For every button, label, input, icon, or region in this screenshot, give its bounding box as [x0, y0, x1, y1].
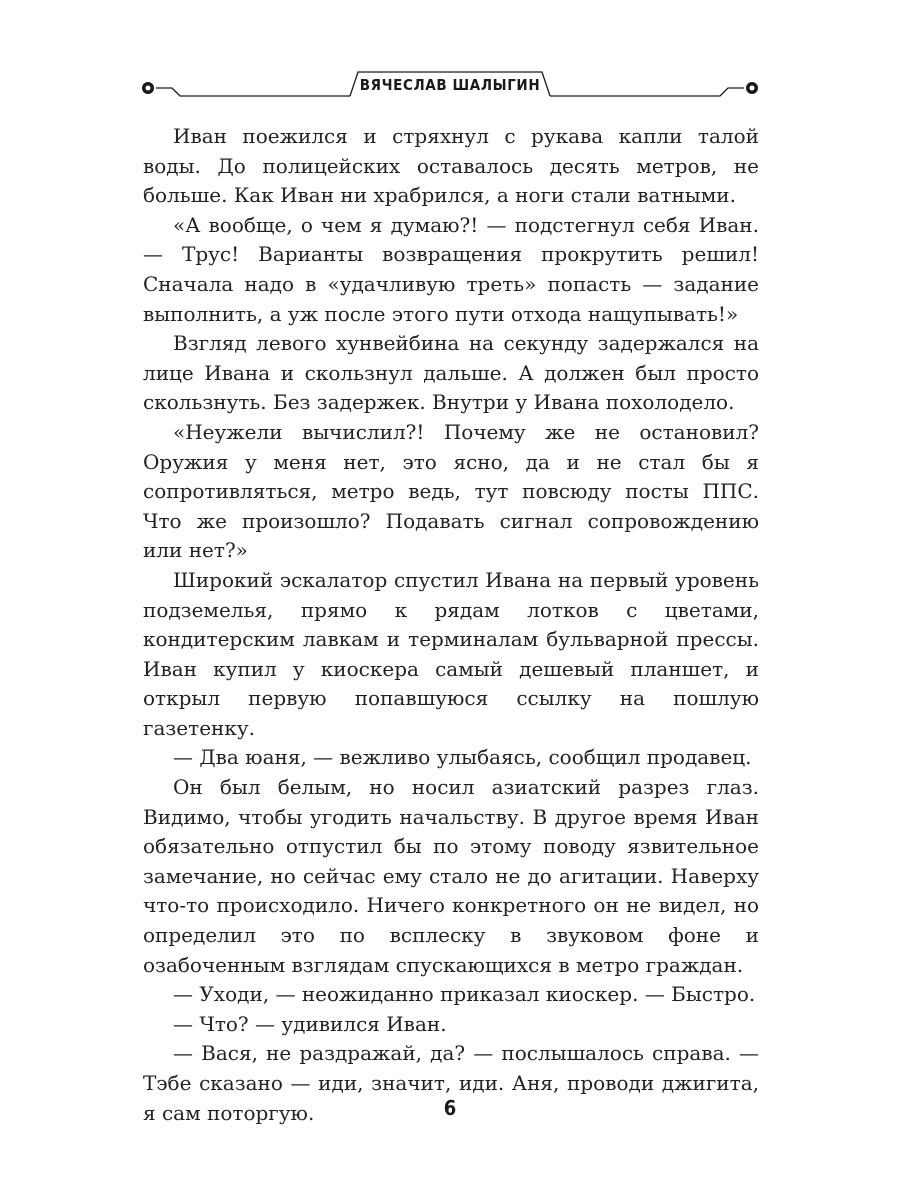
- paragraph: Иван поежился и стряхнул с рукава капли талой воды. До полицейских оставалось десять метров, не больше. Как Иван ни храбрился, а ноги стали ватными.: [143, 124, 759, 208]
- author-name: ВЯЧЕСЛАВ ШАЛЫГИН: [359, 76, 541, 94]
- paragraph: — Уходи, — неожиданно приказал киоскер. — Быстро.: [173, 982, 756, 1007]
- running-header: [138, 68, 762, 108]
- page-number: 6: [443, 1096, 457, 1120]
- body-text: [143, 122, 759, 1128]
- paragraph: — Вася, не раздражай, да? — послышалось справа. — Тэбе сказано — иди, значит, иди. Аня, проводи джигита, я сам поторгую.: [143, 1041, 759, 1125]
- paragraph: Он был белым, но носил азиатский разрез глаз. Видимо, чтобы угодить начальству. В другое время Иван обязательно отпустил бы по этому поводу язвительное замечание, но сейчас ему стало не до агитации. Наверху что-то происходило. Ничего конкретного он не видел, но определил это по всплеску в звуковом фоне и озабоченным взглядам спускающихся в метро граждан.: [143, 775, 759, 977]
- paragraph: «Неужели вычислил?! Почему же не остановил? Оружия у меня нет, это ясно, да и не стал бы я сопротивляться, метро ведь, тут повсюду посты ППС. Что же произошло? Подавать сигнал сопровождению или нет?»: [143, 419, 759, 563]
- paragraph: Широкий эскалатор спустил Ивана на первый уровень подземелья, прямо к рядам лотков с цветами, кондитерским лавкам и терминалам бульварной прессы. Иван купил у киоскера самый дешевый планшет, и открыл первую попавшуюся ссылку на пошлую газетенку.: [143, 567, 759, 740]
- paragraph: «А вообще, о чем я думаю?! — подстегнул себя Иван. — Трус! Варианты возвращения прокрутить решил! Сначала надо в «удачливую треть» попасть — задание выполнить, а уж после этого пути отхода нащупывать!»: [143, 212, 759, 326]
- paragraph: Взгляд левого хунвейбина на секунду задержался на лице Ивана и скользнул дальше. А должен был просто скользнуть. Без задержек. Внутри у Ивана похолодело.: [143, 331, 759, 415]
- paragraph: — Что? — удивился Иван.: [173, 1011, 447, 1036]
- paragraph: — Два юаня, — вежливо улыбаясь, сообщил продавец.: [173, 745, 752, 770]
